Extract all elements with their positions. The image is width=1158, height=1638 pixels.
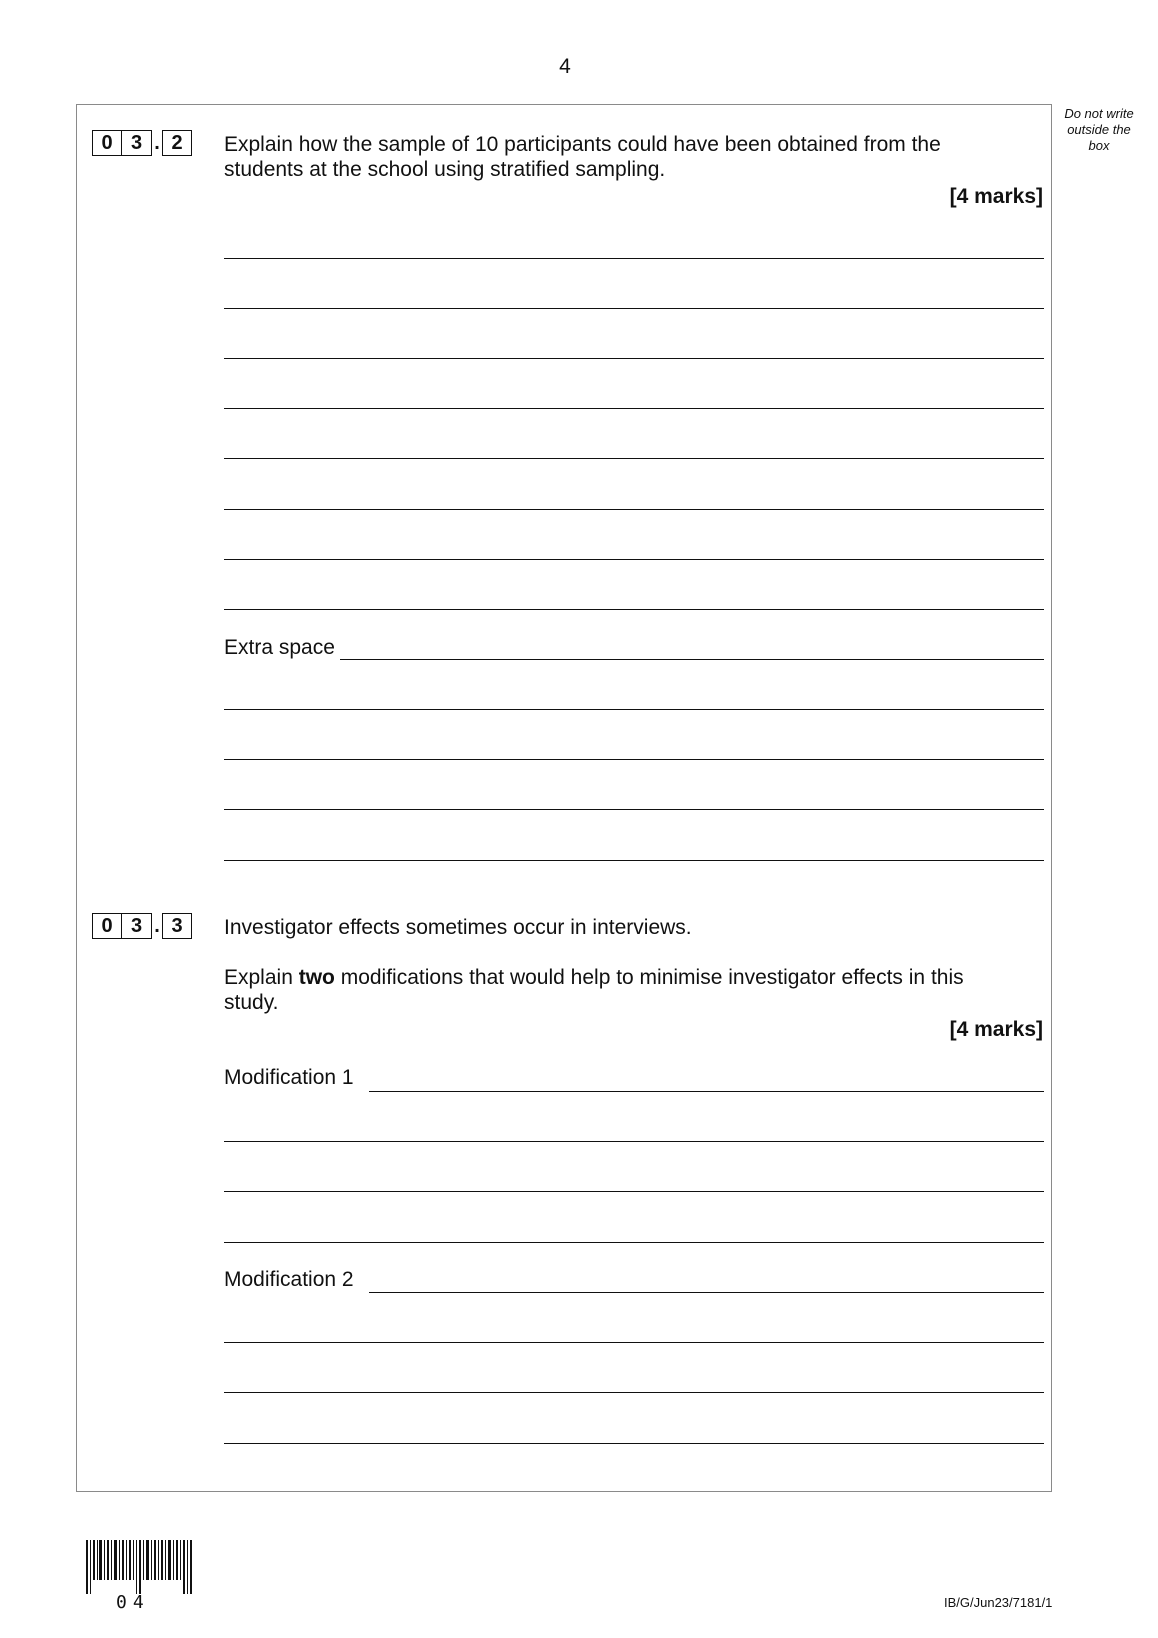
question-dot: . xyxy=(154,914,160,937)
modification-2-line[interactable] xyxy=(369,1292,1044,1293)
question-digit: 3 xyxy=(122,130,152,156)
modification-1-line[interactable] xyxy=(369,1091,1044,1092)
barcode-number: 04 xyxy=(116,1592,150,1613)
question-digit: 0 xyxy=(92,130,122,156)
paper-reference: IB/G/Jun23/7181/1 xyxy=(944,1595,1053,1610)
question-digit: 2 xyxy=(162,130,192,156)
margin-note-line-3: box xyxy=(1088,138,1110,153)
question-dot: . xyxy=(154,131,160,154)
margin-note-line-2: outside the xyxy=(1067,122,1131,137)
answer-line[interactable] xyxy=(224,358,1044,359)
question-text-line xyxy=(224,965,1044,990)
question-text-line: study. xyxy=(224,991,279,1014)
modification-1-label: Modification 1 xyxy=(224,1066,354,1089)
answer-line[interactable] xyxy=(224,1191,1044,1192)
answer-line[interactable] xyxy=(224,458,1044,459)
question-digit: 3 xyxy=(122,913,152,939)
page-number: 4 xyxy=(559,55,571,78)
prompt-before: Explain xyxy=(224,966,299,989)
answer-line[interactable] xyxy=(224,1242,1044,1243)
question-digit: 0 xyxy=(92,913,122,939)
question-number-03-2 xyxy=(92,130,192,156)
answer-line[interactable] xyxy=(224,860,1044,861)
extra-space-label: Extra space xyxy=(224,636,335,659)
extra-space-line[interactable] xyxy=(340,659,1044,660)
answer-line[interactable] xyxy=(224,258,1044,259)
answer-line[interactable] xyxy=(224,1392,1044,1393)
answer-line[interactable] xyxy=(224,559,1044,560)
question-03-2-text xyxy=(224,132,1044,182)
answer-box-border xyxy=(76,104,1052,1492)
answer-line[interactable] xyxy=(224,759,1044,760)
question-number-03-3 xyxy=(92,913,192,939)
answer-line[interactable] xyxy=(224,1342,1044,1343)
answer-line[interactable] xyxy=(224,509,1044,510)
question-text-line: students at the school using stratified sampling. xyxy=(224,158,666,181)
answer-line[interactable] xyxy=(224,1141,1044,1142)
answer-line[interactable] xyxy=(224,308,1044,309)
margin-note-line-1: Do not write xyxy=(1064,106,1134,121)
answer-line[interactable] xyxy=(224,709,1044,710)
question-text-line: Explain how the sample of 10 participants could have been obtained from the xyxy=(224,133,941,156)
answer-line[interactable] xyxy=(224,609,1044,610)
answer-line[interactable] xyxy=(224,1443,1044,1444)
modification-2-label: Modification 2 xyxy=(224,1268,354,1291)
question-03-3-prompt xyxy=(224,965,1044,1015)
prompt-after: modifications that would help to minimise investigator effects in this xyxy=(334,966,964,989)
answer-line[interactable] xyxy=(224,408,1044,409)
question-03-3-intro: Investigator effects sometimes occur in interviews. xyxy=(224,916,692,939)
barcode-icon xyxy=(86,1540,192,1594)
prompt-bold: two xyxy=(298,966,335,989)
marks-label: [4 marks] xyxy=(949,1018,1043,1041)
margin-note xyxy=(1058,106,1140,154)
answer-line[interactable] xyxy=(224,809,1044,810)
question-digit: 3 xyxy=(162,913,192,939)
marks-label: [4 marks] xyxy=(949,185,1043,208)
